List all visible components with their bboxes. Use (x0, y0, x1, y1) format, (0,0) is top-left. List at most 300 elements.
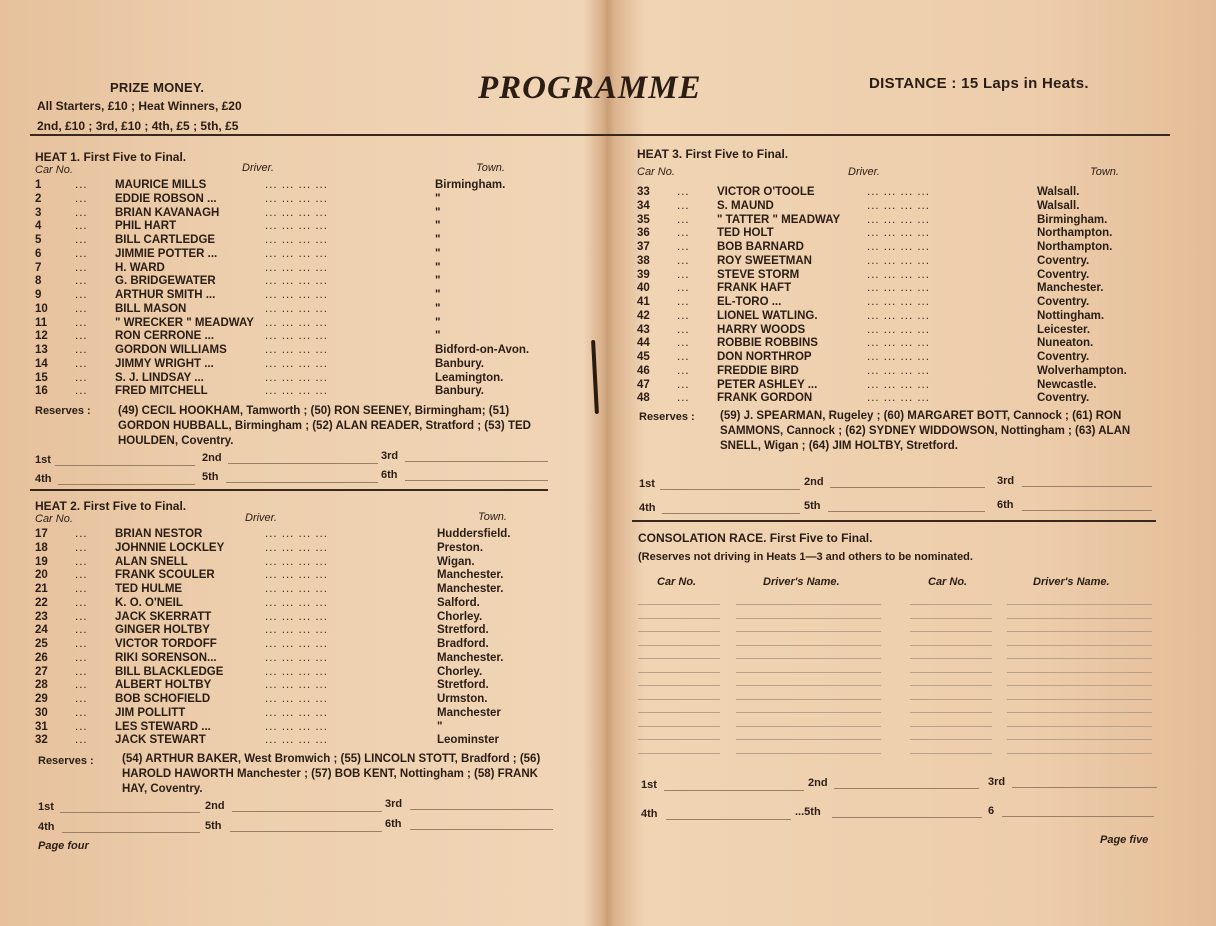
consolation-title: CONSOLATION RACE. First Five to Final. (638, 531, 873, 545)
consolation-blank-line[interactable] (910, 685, 992, 686)
leader-dots: ... ... ... ... (265, 192, 328, 205)
leader-dots: ... ... ... ... (265, 275, 328, 288)
consolation-blank-line[interactable] (910, 699, 992, 700)
consolation-blank-line[interactable] (1007, 726, 1152, 727)
driver-name: BILL MASON (115, 302, 187, 315)
town-name: Coventry. (1037, 268, 1090, 281)
leader-dots: ... (677, 186, 690, 198)
placing-blank-line[interactable] (410, 829, 553, 830)
placing-blank-line[interactable] (405, 461, 548, 462)
distance-note: DISTANCE : 15 Laps in Heats. (869, 75, 1089, 92)
consolation-blank-line[interactable] (736, 604, 881, 605)
consolation-blank-line[interactable] (736, 753, 881, 754)
town-name: Walsall. (1037, 186, 1080, 198)
driver-name: ARTHUR SMITH ... (115, 289, 216, 301)
placing-blank-line[interactable] (228, 463, 378, 464)
consolation-blank-line[interactable] (910, 604, 992, 605)
car-number: 25 (35, 638, 48, 650)
driver-name: FRANK GORDON (717, 392, 813, 405)
car-number: 18 (35, 541, 48, 554)
leader-dots: ... ... ... ... (867, 227, 930, 240)
consolation-blank-line[interactable] (910, 645, 992, 646)
leader-dots: ... (677, 337, 690, 350)
prize-money-line-2: 2nd, £10 ; 3rd, £10 ; 4th, £5 ; 5th, £5 (37, 119, 239, 133)
placing-blank-line[interactable] (830, 487, 985, 488)
consolation-blank-line[interactable] (638, 672, 720, 673)
leader-dots: ... ... ... ... (867, 282, 930, 295)
entry-row (35, 274, 555, 288)
consolation-blank-line[interactable] (910, 726, 992, 727)
leader-dots: ... ... ... ... (265, 206, 328, 219)
consolation-blank-line[interactable] (736, 618, 881, 619)
entry-row (35, 706, 555, 720)
town-name: " (435, 220, 441, 233)
consolation-blank-line[interactable] (638, 645, 720, 646)
heat-2-driver-header: Driver. (245, 512, 277, 524)
car-number: 17 (35, 528, 48, 540)
town-name: Huddersfield. (437, 528, 511, 540)
consolation-blank-line[interactable] (736, 739, 881, 740)
car-number: 38 (637, 254, 650, 267)
consolation-blank-line[interactable] (1007, 645, 1152, 646)
car-number: 43 (637, 323, 650, 336)
leader-dots: ... (75, 706, 88, 719)
consolation-blank-line[interactable] (1007, 712, 1152, 713)
entry-row (35, 665, 555, 679)
town-name: Bradford. (437, 638, 489, 650)
town-name: Leicester. (1037, 323, 1091, 336)
leader-dots: ... ... ... ... (265, 734, 328, 747)
placing-label: 6 (988, 805, 995, 817)
placing-label: 3rd (988, 776, 1006, 788)
consolation-blank-line[interactable] (1007, 604, 1152, 605)
car-number: 9 (35, 289, 42, 301)
consolation-blank-line[interactable] (638, 618, 720, 619)
car-number: 44 (637, 337, 650, 350)
placing-blank-line[interactable] (1002, 816, 1154, 817)
driver-name: PETER ASHLEY ... (717, 378, 818, 391)
town-name: Nottingham. (1037, 309, 1105, 322)
driver-name: BRIAN KAVANAGH (115, 206, 220, 219)
placing-label: 2nd (804, 476, 824, 488)
consolation-blank-line[interactable] (910, 672, 992, 673)
leader-dots: ... ... ... ... (867, 392, 930, 405)
consolation-blank-line[interactable] (638, 604, 720, 605)
leader-dots: ... ... ... ... (867, 296, 930, 308)
leader-dots: ... ... ... ... (265, 693, 328, 705)
consolation-blank-line[interactable] (1007, 672, 1152, 673)
consolation-blank-line[interactable] (736, 658, 881, 659)
placing-label: 1st (35, 454, 51, 466)
leader-dots: ... ... ... ... (867, 268, 930, 281)
entry-row (35, 206, 555, 220)
placing-label: 5th (804, 500, 821, 512)
leader-dots: ... (677, 378, 690, 391)
driver-name: JACK SKERRATT (115, 610, 212, 623)
driver-name: JACK STEWART (115, 734, 206, 747)
town-name: Leominster (437, 734, 499, 747)
town-name: Wigan. (437, 555, 475, 568)
placing-blank-line[interactable] (405, 480, 548, 481)
consolation-blank-line[interactable] (638, 685, 720, 686)
entry-row (637, 364, 1157, 378)
driver-name: S. MAUND (717, 199, 774, 212)
entry-row (35, 637, 555, 651)
consolation-blank-line[interactable] (736, 699, 881, 700)
consolation-blank-line[interactable] (638, 658, 720, 659)
town-name: " (437, 720, 443, 733)
entry-row (637, 254, 1157, 268)
town-name: Manchester. (437, 569, 504, 582)
entry-row (637, 378, 1157, 392)
car-number: 31 (35, 720, 48, 733)
placing-blank-line[interactable] (828, 511, 985, 512)
leader-dots: ... ... ... ... (265, 720, 328, 733)
town-name: Northampton. (1037, 241, 1113, 253)
leader-dots: ... ... ... ... (867, 364, 930, 377)
placing-blank-line[interactable] (664, 790, 804, 791)
placing-blank-line[interactable] (662, 513, 800, 514)
driver-name: GORDON WILLIAMS (115, 344, 227, 356)
town-name: Coventry. (1037, 392, 1090, 405)
leader-dots: ... (677, 351, 690, 363)
car-number: 29 (35, 693, 48, 705)
car-number: 5 (35, 234, 42, 246)
placing-label: 6th (381, 469, 398, 481)
town-name: Urmston. (437, 693, 488, 705)
car-number: 24 (35, 624, 48, 637)
driver-name: JIMMY WRIGHT ... (115, 357, 214, 370)
driver-name: JIMMIE POTTER ... (115, 247, 218, 260)
header-rule (30, 134, 1170, 136)
leader-dots: ... (75, 624, 88, 637)
driver-name: TED HOLT (717, 227, 774, 240)
placing-label: 6th (997, 499, 1014, 511)
town-name: Chorley. (437, 665, 483, 678)
entry-row (637, 226, 1157, 240)
driver-name: LES STEWARD ... (115, 720, 211, 733)
car-number: 48 (637, 392, 650, 405)
leader-dots: ... (677, 254, 690, 267)
car-number: 39 (637, 268, 650, 281)
driver-name: DON NORTHROP (717, 351, 812, 363)
consolation-blank-line[interactable] (638, 699, 720, 700)
town-name: Banbury. (435, 357, 484, 370)
placing-label: 5th (205, 820, 222, 832)
leader-dots: ... (677, 364, 690, 377)
town-name: " (435, 261, 441, 274)
leader-dots: ... ... ... ... (265, 569, 328, 582)
leader-dots: ... (677, 392, 690, 405)
leader-dots: ... ... ... ... (867, 254, 930, 267)
town-name: " (435, 302, 441, 315)
placing-blank-line[interactable] (1012, 787, 1157, 788)
entry-row (35, 384, 555, 398)
leader-dots: ... (677, 241, 690, 253)
town-name: Coventry. (1037, 296, 1090, 308)
heat-1-driver-header: Driver. (242, 162, 274, 174)
leader-dots: ... (75, 638, 88, 650)
leader-dots: ... (677, 213, 690, 226)
town-name: Bidford-on-Avon. (435, 344, 530, 356)
placing-label: 3rd (381, 450, 399, 462)
entry-row (35, 733, 555, 747)
town-name: Manchester. (437, 583, 504, 595)
town-name: " (435, 206, 441, 219)
leader-dots: ... (677, 309, 690, 322)
entry-row (637, 185, 1157, 199)
heat-1-car-no-header: Car No. (35, 164, 73, 176)
leader-dots: ... (677, 282, 690, 295)
placing-blank-line[interactable] (834, 788, 979, 789)
placing-label: 2nd (205, 800, 225, 812)
consolation-blank-line[interactable] (1007, 658, 1152, 659)
leader-dots: ... (75, 734, 88, 747)
entry-row (637, 240, 1157, 254)
leader-dots: ... (75, 665, 88, 678)
car-number: 16 (35, 385, 48, 398)
driver-name: BILL BLACKLEDGE (115, 665, 224, 678)
driver-name: H. WARD (115, 261, 165, 274)
leader-dots: ... ... ... ... (265, 624, 328, 637)
heat-2-reserves-label: Reserves : (38, 755, 94, 767)
town-name: " (435, 275, 441, 288)
leader-dots: ... ... ... ... (265, 596, 328, 609)
entry-row (637, 350, 1157, 364)
leader-dots: ... ... ... ... (265, 555, 328, 568)
leader-dots: ... (75, 316, 88, 329)
consolation-blank-line[interactable] (910, 631, 992, 632)
leader-dots: ... ... ... ... (265, 610, 328, 623)
leader-dots: ... ... ... ... (265, 385, 328, 398)
leader-dots: ... (75, 555, 88, 568)
heat-3-town-header: Town. (1090, 166, 1119, 178)
car-number: 20 (35, 569, 48, 582)
leader-dots: ... (75, 385, 88, 398)
car-number: 1 (35, 179, 42, 191)
heat-2-title: HEAT 2. First Five to Final. (35, 499, 187, 513)
leader-dots: ... (75, 651, 88, 664)
leader-dots: ... (75, 596, 88, 609)
entry-row (35, 541, 555, 555)
leader-dots: ... ... ... ... (265, 651, 328, 664)
entry-row (35, 623, 555, 637)
placing-label: 2nd (202, 452, 222, 464)
placing-blank-line[interactable] (226, 482, 378, 483)
consolation-blank-line[interactable] (910, 712, 992, 713)
leader-dots: ... (75, 192, 88, 205)
consolation-blank-line[interactable] (1007, 739, 1152, 740)
car-number: 37 (637, 241, 650, 253)
driver-name: ROY SWEETMAN (717, 254, 812, 267)
driver-name: " TATTER " MEADWAY (717, 213, 841, 226)
driver-name: BOB BARNARD (717, 241, 804, 253)
placing-blank-line[interactable] (232, 811, 382, 812)
entry-row (35, 678, 555, 692)
car-number: 40 (637, 282, 650, 295)
entry-row (637, 199, 1157, 213)
placing-label: 4th (35, 473, 52, 485)
leader-dots: ... (75, 357, 88, 370)
driver-name: EL-TORO ... (717, 296, 782, 308)
entry-row (35, 568, 555, 582)
entry-row (35, 178, 555, 192)
placing-label: ...5th (795, 806, 821, 818)
consolation-car-no-header-1: Car No. (657, 576, 697, 588)
consolation-driver-header-1: Driver's Name. (763, 576, 840, 588)
placing-label: 6th (385, 818, 402, 830)
prize-money-title: PRIZE MONEY. (110, 80, 205, 95)
leader-dots: ... ... ... ... (265, 234, 328, 246)
leader-dots: ... (75, 289, 88, 301)
consolation-blank-line[interactable] (910, 753, 992, 754)
placing-blank-line[interactable] (410, 809, 553, 810)
town-name: Manchester (437, 706, 501, 719)
leader-dots: ... ... ... ... (265, 679, 328, 692)
consolation-blank-line[interactable] (638, 712, 720, 713)
leader-dots: ... (75, 247, 88, 260)
heat-1-reserves-list: (49) CECIL HOOKHAM, Tamworth ; (50) RON SEENEY, Birmingham; (51) GORDON HUBBALL, Birmingham ; (52) ALAN READER, Stratford ; (53) TED HOULDEN, Coventry. (118, 405, 531, 447)
entry-row (35, 555, 555, 569)
placing-blank-line[interactable] (660, 489, 800, 490)
entry-row (637, 391, 1157, 405)
placing-blank-line[interactable] (58, 484, 195, 485)
placing-blank-line[interactable] (1022, 486, 1152, 487)
leader-dots: ... (75, 344, 88, 356)
leader-dots: ... (75, 330, 88, 343)
consolation-blank-line[interactable] (910, 658, 992, 659)
entry-row (35, 692, 555, 706)
consolation-driver-header-2: Driver's Name. (1033, 576, 1110, 588)
consolation-blank-line[interactable] (736, 631, 881, 632)
leader-dots: ... ... ... ... (867, 337, 930, 350)
heat-3-rule (632, 520, 1156, 522)
entry-row (35, 261, 555, 275)
consolation-blank-line[interactable] (910, 739, 992, 740)
driver-name: FRANK SCOULER (115, 569, 215, 582)
car-number: 3 (35, 206, 42, 219)
page-title: PROGRAMME (478, 70, 702, 106)
town-name: Salford. (437, 596, 480, 609)
placing-label: 3rd (997, 475, 1015, 487)
driver-name: RIKI SORENSON... (115, 651, 217, 664)
car-number: 33 (637, 186, 650, 198)
leader-dots: ... (75, 220, 88, 233)
entry-row (35, 192, 555, 206)
driver-name: TED HULME (115, 583, 183, 595)
car-number: 47 (637, 378, 650, 391)
entry-row (35, 610, 555, 624)
leader-dots: ... ... ... ... (265, 357, 328, 370)
placing-blank-line[interactable] (832, 817, 982, 818)
leader-dots: ... (677, 199, 690, 212)
consolation-blank-line[interactable] (1007, 699, 1152, 700)
town-name: Coventry. (1037, 351, 1090, 363)
car-number: 6 (35, 247, 42, 260)
town-name: Nuneaton. (1037, 337, 1094, 350)
heat-1-town-header: Town. (476, 162, 505, 174)
car-number: 12 (35, 330, 48, 343)
town-name: Newcastle. (1037, 378, 1097, 391)
leader-dots: ... (75, 371, 88, 384)
town-name: Wolverhampton. (1037, 364, 1127, 377)
driver-name: EDDIE ROBSON ... (115, 192, 217, 205)
driver-name: FRANK HAFT (717, 282, 792, 295)
leader-dots: ... ... ... ... (265, 706, 328, 719)
heat-2-town-header: Town. (478, 511, 507, 523)
placing-blank-line[interactable] (666, 819, 791, 820)
driver-name: RON CERRONE ... (115, 330, 215, 343)
consolation-blank-line[interactable] (1007, 753, 1152, 754)
town-name: " (435, 192, 441, 205)
consolation-blank-line[interactable] (736, 645, 881, 646)
consolation-blank-line[interactable] (1007, 631, 1152, 632)
driver-name: STEVE STORM (717, 268, 800, 281)
car-number: 23 (35, 610, 48, 623)
driver-name: ALAN SNELL (115, 555, 188, 568)
heat-3-driver-header: Driver. (848, 166, 880, 178)
placing-label: 1st (38, 801, 54, 813)
placing-blank-line[interactable] (62, 832, 200, 833)
consolation-blank-line[interactable] (736, 712, 881, 713)
placing-label: 1st (641, 779, 657, 791)
placing-blank-line[interactable] (55, 465, 195, 466)
leader-dots: ... ... ... ... (265, 316, 328, 329)
leader-dots: ... (677, 227, 690, 240)
entry-row (637, 295, 1157, 309)
entry-row (35, 651, 555, 665)
placing-label: 2nd (808, 777, 828, 789)
page-number-right: Page five (1100, 834, 1149, 846)
driver-name: JOHNNIE LOCKLEY (115, 541, 225, 554)
driver-name: FRED MITCHELL (115, 385, 208, 398)
entry-row (35, 329, 555, 343)
town-name: Coventry. (1037, 254, 1090, 267)
consolation-blank-line[interactable] (638, 753, 720, 754)
placing-blank-line[interactable] (1022, 510, 1152, 511)
car-number: 10 (35, 302, 48, 315)
consolation-blank-line[interactable] (1007, 685, 1152, 686)
consolation-blank-line[interactable] (638, 726, 720, 727)
consolation-blank-line[interactable] (638, 739, 720, 740)
consolation-blank-line[interactable] (736, 726, 881, 727)
placing-blank-line[interactable] (60, 812, 200, 813)
consolation-blank-line[interactable] (1007, 618, 1152, 619)
leader-dots: ... ... ... ... (867, 351, 930, 363)
heat-3-reserves-list: (59) J. SPEARMAN, Rugeley ; (60) MARGARET BOTT, Cannock ; (61) RON SAMMONS, Cannock ; (62) SYDNEY WIDDOWSON, Nottingham ; (63) ALAN SNELL, Wigan ; (64) JIM HOLTBY, Stretford. (720, 410, 1131, 452)
entry-row (35, 302, 555, 316)
town-name: " (435, 330, 441, 343)
consolation-blank-line[interactable] (638, 631, 720, 632)
leader-dots: ... (75, 569, 88, 582)
entry-row (637, 268, 1157, 282)
leader-dots: ... ... ... ... (867, 323, 930, 336)
entry-row (637, 281, 1157, 295)
heat-2-car-no-header: Car No. (35, 513, 73, 525)
car-number: 14 (35, 357, 48, 370)
leader-dots: ... ... ... ... (265, 302, 328, 315)
driver-name: GINGER HOLTBY (115, 624, 210, 637)
leader-dots: ... ... ... ... (265, 179, 328, 191)
driver-name: ROBBIE ROBBINS (717, 337, 818, 350)
consolation-blank-line[interactable] (736, 672, 881, 673)
consolation-blank-line[interactable] (736, 685, 881, 686)
driver-name: " WRECKER " MEADWAY (115, 316, 254, 329)
car-number: 7 (35, 261, 42, 274)
placing-blank-line[interactable] (230, 831, 382, 832)
consolation-blank-line[interactable] (910, 618, 992, 619)
heat-3-car-no-header: Car No. (637, 166, 675, 178)
